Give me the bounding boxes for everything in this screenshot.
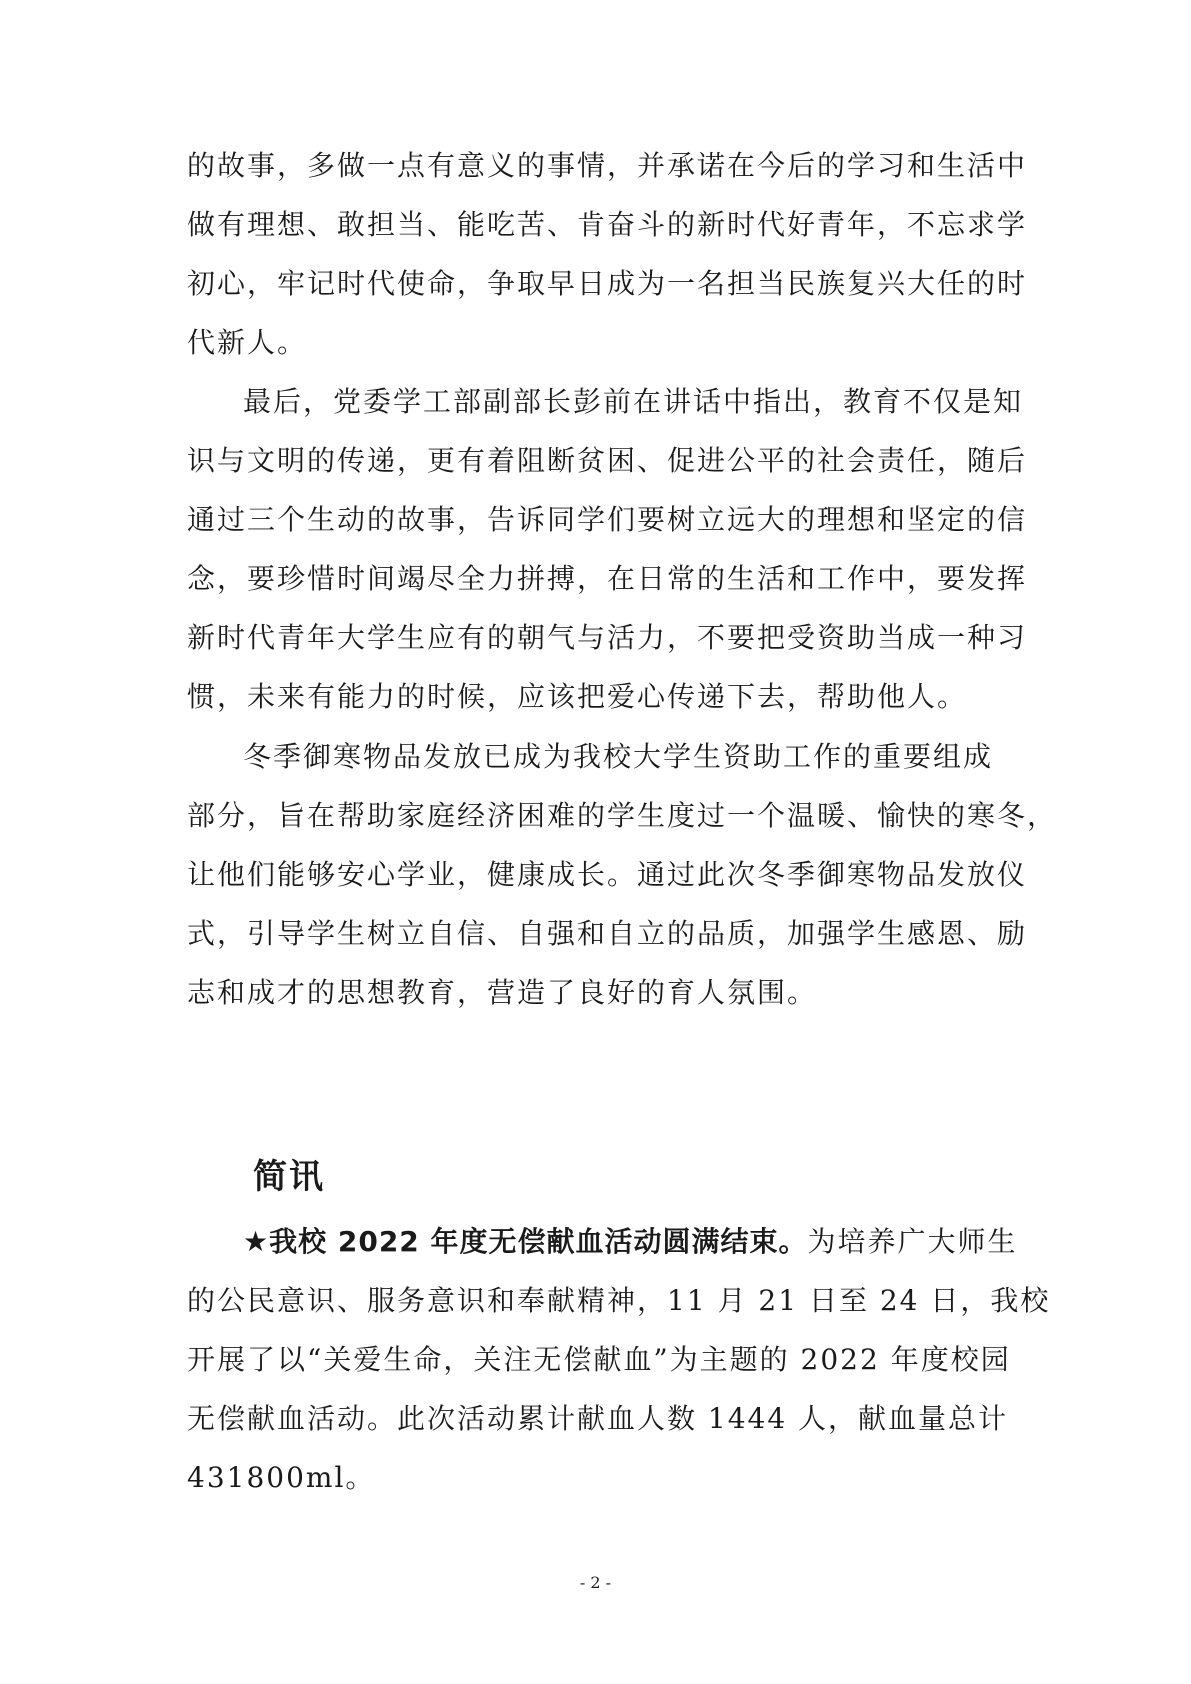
paragraph-line: 代新人。 bbox=[187, 326, 308, 359]
section-heading: 简讯 bbox=[253, 1157, 325, 1197]
paragraph-line: 最后，党委学工部副部长彭前在讲话中指出，教育不仅是知 bbox=[243, 385, 1024, 418]
news-item-first-line bbox=[243, 1224, 1018, 1260]
paragraph-line: 的公民意识、服务意识和奉献精神，11 月 21 日至 24 日，我校 bbox=[187, 1284, 1051, 1317]
paragraph-line: 冬季御寒物品发放已成为我校大学生资助工作的重要组成 bbox=[243, 740, 994, 773]
paragraph-line: 让他们能够安心学业，健康成长。通过此次冬季御寒物品发放仪 bbox=[187, 858, 1028, 891]
paragraph-line: 部分，旨在帮助家庭经济困难的学生度过一个温暖、愉快的寒冬， bbox=[187, 799, 1058, 832]
paragraph-line: 无偿献血活动。此次活动累计献血人数 1444 人，献血量总计 bbox=[187, 1402, 1009, 1435]
paragraph-line: 开展了以“关爱生命，关注无偿献血”为主题的 2022 年度校园 bbox=[187, 1343, 1011, 1376]
page-number: - 2 - bbox=[579, 1573, 612, 1592]
paragraph-line: 惯，未来有能力的时候，应该把爱心传递下去，帮助他人。 bbox=[187, 680, 968, 713]
paragraph-line: 新时代青年大学生应有的朝气与活力，不要把受资助当成一种习 bbox=[187, 621, 1028, 654]
paragraph-line: 初心，牢记时代使命，争取早日成为一名担当民族复兴大任的时 bbox=[187, 267, 1028, 300]
paragraph-line: 的故事，多做一点有意义的事情，并承诺在今后的学习和生活中 bbox=[187, 149, 1028, 182]
paragraph-line: 式，引导学生树立自信、自强和自立的品质，加强学生感恩、励 bbox=[187, 917, 1028, 950]
paragraph-line: 念，要珍惜时间竭尽全力拼搏，在日常的生活和工作中，要发挥 bbox=[187, 562, 1028, 595]
news-item-text: 为培养广大师生 bbox=[807, 1225, 1018, 1258]
paragraph-line: 做有理想、敢担当、能吃苦、肯奋斗的新时代好青年，不忘求学 bbox=[187, 208, 1028, 241]
paragraph-line: 识与文明的传递，更有着阻断贫困、促进公平的社会责任，随后 bbox=[187, 444, 1028, 477]
paragraph-line: 志和成才的思想教育，营造了良好的育人氛围。 bbox=[187, 976, 818, 1009]
paragraph-line: 通过三个生动的故事，告诉同学们要树立远大的理想和坚定的信 bbox=[187, 503, 1028, 536]
news-item-title: ★我校 2022 年度无偿献血活动圆满结束。 bbox=[243, 1225, 808, 1258]
paragraph-line: 431800ml。 bbox=[187, 1461, 376, 1494]
